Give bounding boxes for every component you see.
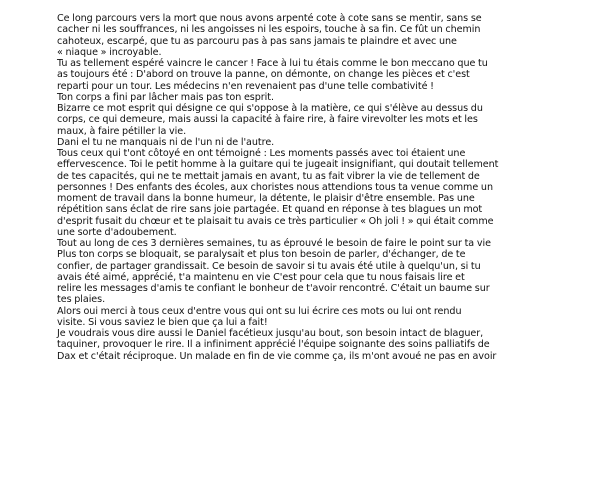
text-line: de tes capacités, qui ne te mettait jamais en avant, tu as fait vibrer la vie de tellement de [57, 170, 480, 182]
text-line: Tous ceux qui t'ont côtoyé en ont témoigné : Les moments passés avec toi étaient une [57, 148, 466, 159]
text-line: reparti pour un tour. Les médecins n'en revenaient pas d'une telle combativité ! [57, 80, 434, 92]
text-line: Plus ton corps se bloquait, se paralysait et plus ton besoin de parler, d'échanger, de te [57, 249, 466, 261]
text-line: Alors oui merci à tous ceux d'entre vous qui ont su lui écrire ces mots ou lui ont rendu [57, 305, 462, 317]
text-line: d'esprit fusait du chœur et te plaisait tu avais ce très particulier « Oh joli ! » qui était comme [57, 215, 494, 227]
text-line: Dani el tu ne manquais ni de l'un ni de l'autre. [57, 136, 275, 148]
text-line: corps, ce qui demeure, mais aussi la capacité à faire rire, à faire virevolter les mots et les [57, 114, 478, 126]
text-line: cahoteux, escarpé, que tu as parcouru pas à pas sans jamais te plaindre et avec une [57, 35, 457, 47]
text-line: personnes ! Des enfants des écoles, aux choristes nous attendions tous ta venue comme un [57, 181, 493, 193]
text-line: taquiner, provoquer le rire. Il a infiniment apprécié l'équipe soignante des soins palliatifs de [57, 339, 490, 351]
text-line: cacher ni les souffrances, ni les angoisses ni les espoirs, touche à sa fin. Ce fût un chemin [57, 24, 481, 36]
text-line: Tout au long de ces 3 dernières semaines, tu as éprouvé le besoin de faire le point sur ta vie [57, 238, 491, 249]
text-line: maux, à faire pétiller la vie. [57, 125, 187, 137]
text-line: Ce long parcours vers la mort que nous avons arpenté cote à cote sans se mentir, sans se [57, 13, 482, 24]
text-line: avais été aimé, apprécié, t'a maintenu en vie C'est pour cela que tu nous faisais lire et [57, 271, 465, 283]
text-line: effervescence. Toi le petit homme à la guitare qui te jugeait insignifiant, qui doutait tellement [57, 159, 499, 171]
text-line: « niaque » incroyable. [57, 46, 162, 58]
text-line: Ton corps a fini par lâcher mais pas ton esprit. [57, 91, 275, 103]
text-line: Je voudrais vous dire aussi le Daniel facétieux jusqu'au bout, son besoin intact de blaguer, [57, 328, 484, 339]
text-line: une sorte d'adoubement. [57, 226, 177, 238]
text-line: as toujours été : D'abord on trouve la panne, on démonte, on change les pièces et c'est [57, 69, 470, 81]
text-line: tes plaies. [57, 294, 106, 306]
text-line: Tu as tellement espéré vaincre le cancer ! Face à lui tu étais comme le bon meccano que tu [57, 58, 488, 69]
text-line: Dax et c'était réciproque. Un malade en fin de vie comme ça, ils m'ont avoué ne pas en avoir [57, 350, 497, 362]
text-line: visite. Si vous saviez le bien que ça lui a fait! [57, 316, 268, 328]
text-line: moment de travail dans la bonne humeur, la détente, le plaisir d'être ensemble. Pas une [57, 193, 475, 204]
document-text [57, 13, 537, 362]
text-line: Bizarre ce mot esprit qui désigne ce qui s'oppose à la matière, ce qui s'élève au dessus du [57, 103, 483, 114]
text-line: confier, de partager grandissait. Ce besoin de savoir si tu avais été utile à quelqu'un, si tu [57, 260, 481, 272]
text-line: relire les messages d'amis te confiant le bonheur de t'avoir rencontré. C'était un baume sur [57, 283, 490, 294]
text-line: répétition sans éclat de rire sans joie partagée. Et quand en réponse à tes blagues un mot [57, 204, 483, 216]
